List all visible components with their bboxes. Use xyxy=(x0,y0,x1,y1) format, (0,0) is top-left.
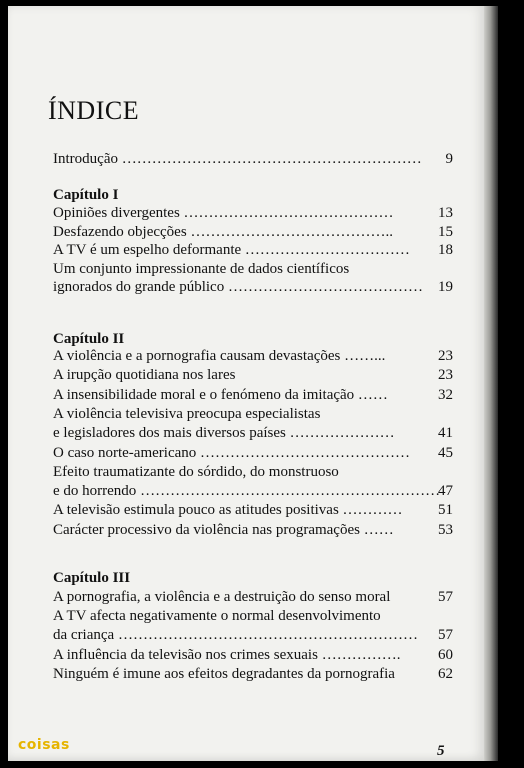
toc-entry-text: Opiniões divergentes xyxy=(53,205,180,221)
toc-page-number: 19 xyxy=(438,279,453,295)
toc-page-number: 60 xyxy=(438,646,453,663)
toc-entry-text: O caso norte-americano xyxy=(53,444,197,461)
toc-page-number: 23 xyxy=(438,367,453,384)
toc-leader-dots: ………………………………….. xyxy=(190,223,393,240)
toc-entry-text: e legisladores dos mais diversos países xyxy=(53,425,286,442)
toc-leader-dots: ………………………………… xyxy=(227,279,423,295)
toc-entry-text: A influência da televisão nos crimes sexuais xyxy=(53,646,318,663)
toc-leader-dots: …………………………… xyxy=(244,242,410,258)
toc-entry xyxy=(53,261,453,278)
toc-entry xyxy=(53,406,453,423)
toc-page-number: 45 xyxy=(438,444,453,461)
toc-page-number: 18 xyxy=(438,242,453,258)
toc-entry xyxy=(53,279,453,296)
page-edge xyxy=(484,6,498,761)
toc-entry-text: A TV afecta negativamente o normal desenvolvimento xyxy=(53,608,381,625)
toc-entry xyxy=(53,464,453,481)
toc-entry xyxy=(53,348,453,365)
toc-entry xyxy=(53,387,453,404)
toc-entry xyxy=(53,445,453,462)
chapter-3-heading: Capítulo III xyxy=(53,570,131,586)
toc-leader-dots: …………………………………… xyxy=(183,205,394,221)
toc-entry-intro xyxy=(53,151,453,168)
toc-entry xyxy=(53,224,453,241)
toc-leader-dots: …………………………………………………… xyxy=(121,151,422,167)
toc-entry xyxy=(53,522,453,539)
toc-entry xyxy=(53,666,453,683)
toc-leader-dots: …………………………………………………… xyxy=(117,627,418,644)
toc-entry-text: Carácter processivo da violência nas programações xyxy=(53,521,360,538)
toc-entry xyxy=(53,367,453,384)
toc-entry xyxy=(53,608,453,625)
toc-entry xyxy=(53,589,453,606)
toc-page-number: 9 xyxy=(445,151,453,167)
toc-page-number: 23 xyxy=(438,348,453,364)
toc-page-number: 13 xyxy=(438,205,453,221)
toc-entry-text: ignorados do grande público xyxy=(53,279,225,295)
toc-page-number: 41 xyxy=(438,425,453,442)
index-title: ÍNDICE xyxy=(48,96,140,125)
toc-page-number: 47 xyxy=(438,483,453,500)
toc-entry xyxy=(53,483,453,500)
toc-entry-text: Desfazendo objecções xyxy=(53,223,187,240)
toc-entry-text: A TV é um espelho deformante xyxy=(53,242,242,258)
toc-leader-dots: …… xyxy=(357,386,388,403)
toc-leader-dots: …………………………………… xyxy=(200,444,411,461)
toc-entry-text: A violência e a pornografia causam devastações xyxy=(53,348,341,364)
toc-entry-text: Ninguém é imune aos efeitos degradantes da pornografia xyxy=(53,665,395,682)
toc-leader-dots: ………………… xyxy=(289,425,395,442)
toc-entry xyxy=(53,242,453,259)
watermark-logo: coisas xyxy=(18,737,70,753)
toc-leader-dots: ……………. xyxy=(321,646,401,663)
toc-leader-dots: ………… xyxy=(342,502,403,519)
chapter-2-heading: Capítulo II xyxy=(53,331,125,347)
toc-leader-dots: …… xyxy=(363,521,394,538)
chapter-1-heading: Capítulo I xyxy=(53,187,119,203)
page-number: 5 xyxy=(437,743,445,759)
toc-entry-text: Efeito traumatizante do sórdido, do monstruoso xyxy=(53,463,339,480)
toc-entry-text: e do horrendo xyxy=(53,483,137,500)
toc-page-number: 57 xyxy=(438,589,453,605)
toc-entry xyxy=(53,205,453,222)
toc-entry-text: A pornografia, a violência e a destruição do senso moral xyxy=(53,589,391,605)
toc-leader-dots: ……... xyxy=(344,348,386,364)
toc-page-number: 51 xyxy=(438,502,453,519)
toc-page-number: 53 xyxy=(438,521,453,538)
toc-entry xyxy=(53,425,453,442)
toc-entry xyxy=(53,647,453,664)
toc-page-number: 32 xyxy=(438,386,453,403)
toc-leader-dots: …………………………………………………… xyxy=(140,483,441,500)
toc-page-number: 57 xyxy=(438,627,453,644)
toc-entry-text: da criança xyxy=(53,627,115,644)
toc-entry-text: A violência televisiva preocupa especialistas xyxy=(53,405,321,422)
toc-entry-text: Um conjunto impressionante de dados científicos xyxy=(53,260,350,277)
toc-entry xyxy=(53,627,453,644)
toc-page-number: 15 xyxy=(438,223,453,240)
toc-entry-text: A insensibilidade moral e o fenómeno da imitação xyxy=(53,386,355,403)
toc-entry-text: Introdução xyxy=(53,151,118,167)
toc-entry-text: A irupção quotidiana nos lares xyxy=(53,367,236,384)
toc-entry xyxy=(53,502,453,519)
toc-entry-text: A televisão estimula pouco as atitudes positivas xyxy=(53,502,339,519)
toc-page-number: 62 xyxy=(438,665,453,682)
